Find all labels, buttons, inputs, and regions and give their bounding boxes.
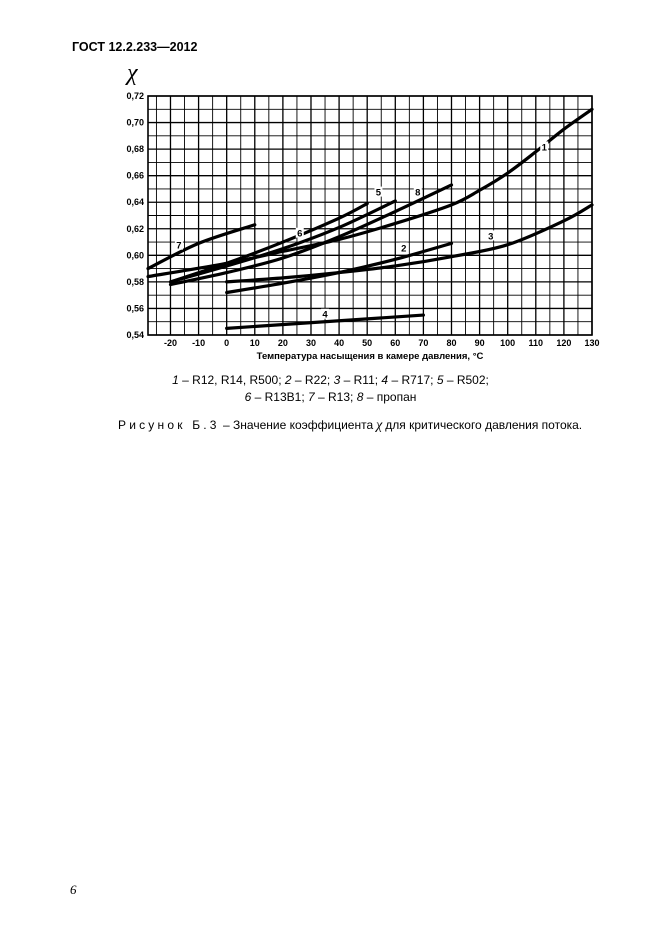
x-tick-label: 100 bbox=[500, 338, 516, 348]
x-tick-label: 30 bbox=[305, 338, 316, 348]
series-line-1 bbox=[148, 109, 592, 276]
legend-number: 6 bbox=[244, 390, 252, 404]
x-tick-label: 130 bbox=[584, 338, 600, 348]
legend-number: 4 bbox=[381, 373, 389, 387]
y-tick-label: 0,62 bbox=[126, 223, 144, 234]
y-tick-label: 0,68 bbox=[126, 144, 144, 155]
figure-caption-suffix: для критического давления потока. bbox=[385, 418, 583, 432]
y-tick-label: 0,60 bbox=[126, 250, 144, 261]
legend-number: 1 bbox=[172, 373, 179, 387]
figure-caption-text: – Значение коэффициента bbox=[219, 418, 374, 432]
x-tick-label: 0 bbox=[224, 338, 230, 348]
x-tick-label: 20 bbox=[277, 338, 288, 348]
series-label-4: 4 bbox=[322, 309, 328, 321]
chart bbox=[0, 0, 661, 380]
y-tick-label: 0,58 bbox=[126, 276, 144, 287]
series-label-7: 7 bbox=[176, 240, 182, 252]
chart-ticks bbox=[126, 91, 599, 348]
series-label-1: 1 bbox=[541, 142, 547, 154]
legend-text: – пропан bbox=[363, 390, 417, 404]
figure-caption-symbol: χ bbox=[376, 418, 383, 433]
figure-legend-line-1 bbox=[0, 373, 661, 387]
document-header: ГОСТ 12.2.233—2012 bbox=[72, 40, 198, 54]
legend-text: – R12, R14, R500; bbox=[178, 373, 285, 387]
series-label-2: 2 bbox=[401, 243, 407, 255]
figure-legend-line-2 bbox=[0, 390, 661, 404]
x-tick-label: 80 bbox=[446, 338, 457, 348]
figure-caption bbox=[118, 418, 582, 434]
series-label-6: 6 bbox=[297, 228, 303, 240]
x-tick-label: 120 bbox=[556, 338, 572, 348]
chart-grid bbox=[148, 96, 592, 335]
x-tick-label: 70 bbox=[418, 338, 429, 348]
x-tick-label: 60 bbox=[390, 338, 401, 348]
x-tick-label: 110 bbox=[528, 338, 544, 348]
legend-text: – R11; bbox=[340, 373, 382, 387]
legend-number: 7 bbox=[307, 390, 315, 404]
legend-text: – R22; bbox=[291, 373, 334, 387]
legend-text: – R13B1; bbox=[251, 390, 308, 404]
y-axis-symbol: χ bbox=[127, 60, 138, 86]
x-tick-label: 50 bbox=[362, 338, 373, 348]
page-number: 6 bbox=[70, 882, 77, 897]
figure-caption-prefix: Рисунок Б.3 bbox=[118, 418, 220, 432]
x-axis-label: Температура насыщения в камере давления, °С bbox=[256, 351, 484, 362]
x-tick-label: 90 bbox=[474, 338, 485, 348]
legend-text: – R502; bbox=[443, 373, 489, 387]
legend-number: 3 bbox=[333, 373, 341, 387]
legend-number: 5 bbox=[436, 373, 444, 387]
x-tick-label: 40 bbox=[334, 338, 345, 348]
x-tick-label: 10 bbox=[249, 338, 260, 348]
x-tick-label: -10 bbox=[192, 338, 206, 348]
legend-text: – R717; bbox=[388, 373, 437, 387]
x-tick-label: -20 bbox=[163, 338, 177, 348]
y-tick-label: 0,64 bbox=[126, 197, 144, 208]
y-tick-label: 0,54 bbox=[126, 330, 144, 340]
series-label-5: 5 bbox=[375, 187, 382, 199]
y-tick-label: 0,70 bbox=[126, 117, 144, 128]
legend-number: 2 bbox=[284, 373, 292, 387]
legend-number: 8 bbox=[356, 390, 364, 404]
y-tick-label: 0,56 bbox=[126, 303, 144, 314]
series-label-8: 8 bbox=[415, 187, 421, 199]
y-tick-label: 0,72 bbox=[126, 91, 144, 101]
legend-text: – R13; bbox=[314, 390, 357, 404]
y-tick-label: 0,66 bbox=[126, 170, 144, 181]
series-label-3: 3 bbox=[488, 231, 494, 243]
